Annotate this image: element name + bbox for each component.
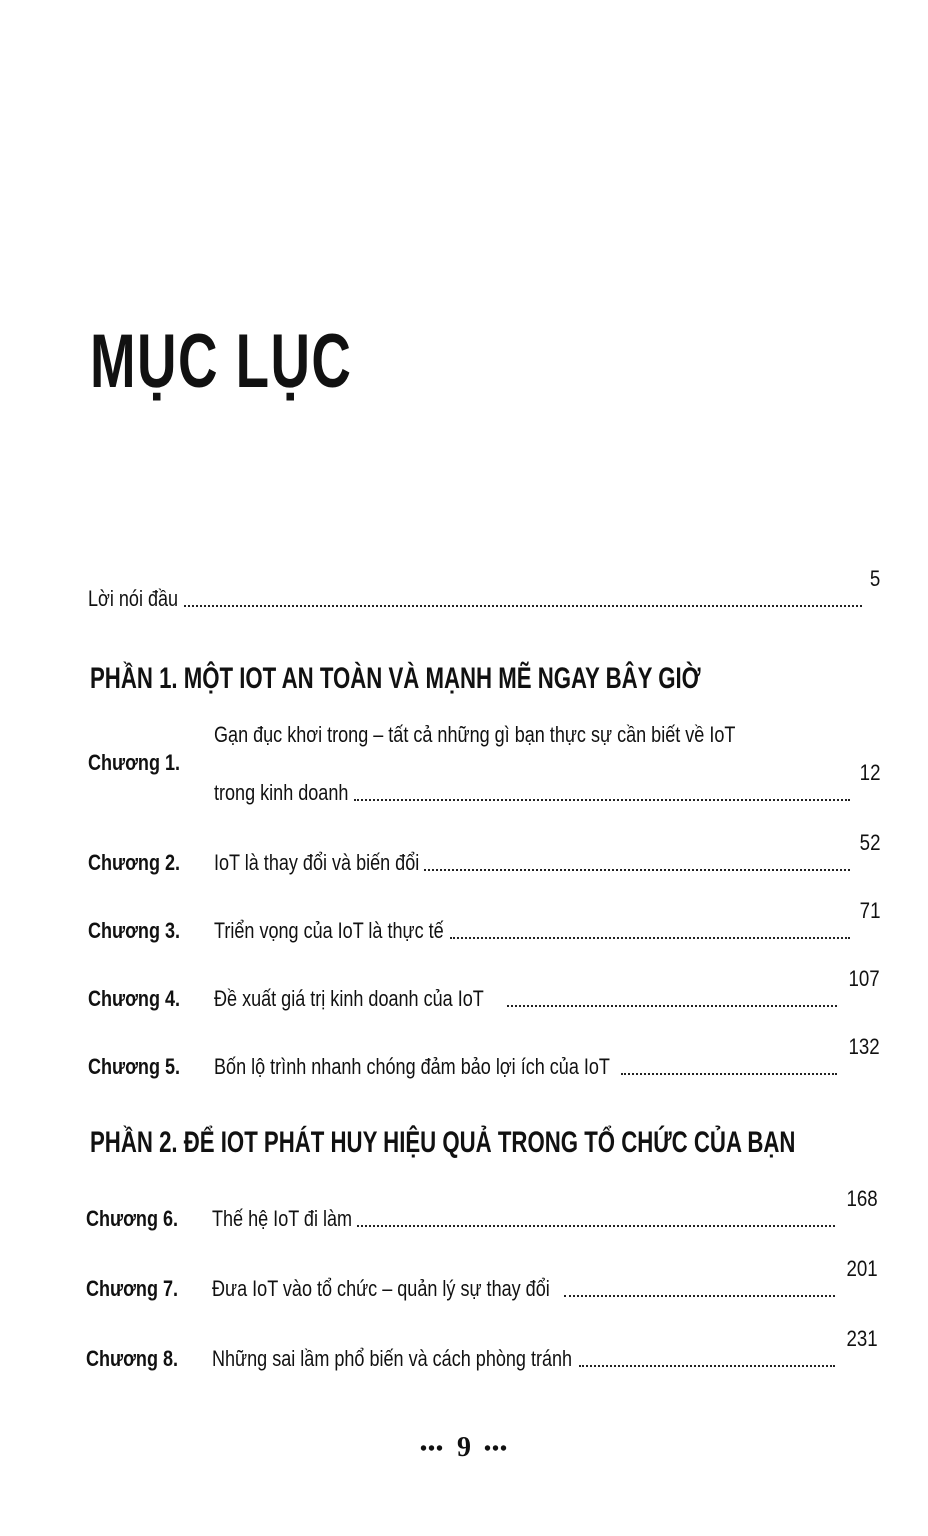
footer-ornament-left: •••: [419, 1438, 444, 1461]
dot-leader: [450, 937, 849, 939]
footer-page-number: 9: [457, 1432, 471, 1463]
toc-page-number: 168: [846, 1186, 878, 1211]
toc-entry-text: Bốn lộ trình nhanh chóng đảm bảo lợi ích của IoT: [214, 1054, 610, 1079]
dot-leader: [354, 799, 850, 801]
toc-entry-text-line2: trong kinh doanh: [214, 780, 349, 805]
toc-page-number: 132: [848, 1034, 880, 1059]
toc-page-number: 201: [846, 1256, 878, 1281]
toc-entry-chapter-4[interactable]: [88, 966, 880, 1012]
toc-entry-preface[interactable]: [88, 566, 880, 612]
chapter-label: Chương 5.: [88, 1054, 181, 1079]
toc-entry-text: Triển vọng của IoT là thực tế: [214, 918, 444, 943]
part-1-heading: PHẦN 1. MỘT IOT AN TOÀN VÀ MẠNH MẼ NGAY BÂY GIỜ: [90, 662, 701, 695]
dot-leader: [424, 869, 849, 871]
dot-leader: [507, 1005, 837, 1007]
footer-ornament-right: •••: [484, 1438, 509, 1461]
toc-page-number: 52: [859, 830, 880, 855]
dot-leader: [184, 605, 862, 607]
toc-entry-chapter-5[interactable]: [88, 1034, 880, 1080]
page-footer: [0, 1432, 928, 1464]
chapter-label: Chương 6.: [86, 1206, 179, 1231]
dot-leader: [357, 1225, 835, 1227]
toc-page-number: 5: [869, 566, 880, 591]
chapter-label: Chương 2.: [88, 850, 181, 875]
toc-entry-text: Đề xuất giá trị kinh doanh của IoT: [214, 986, 484, 1011]
toc-entry-text: Lời nói đầu: [88, 586, 179, 611]
toc-entry-chapter-1[interactable]: [88, 750, 880, 806]
toc-page-number: 107: [848, 966, 880, 991]
dot-leader: [579, 1365, 835, 1367]
toc-entry-text: Những sai lầm phổ biến và cách phòng tránh: [212, 1346, 573, 1371]
toc-entry-text: Thế hệ IoT đi làm: [212, 1206, 353, 1231]
chapter-label: Chương 7.: [86, 1276, 179, 1301]
toc-entry-chapter-2[interactable]: [88, 830, 880, 876]
chapter-label: Chương 3.: [88, 918, 181, 943]
toc-page-number: 231: [846, 1326, 878, 1351]
toc-entry-text: Đưa IoT vào tổ chức – quản lý sự thay đổi: [212, 1276, 550, 1301]
toc-entry-chapter-7[interactable]: [86, 1256, 878, 1302]
dot-leader: [564, 1295, 835, 1297]
toc-entry-text: IoT là thay đổi và biến đổi: [214, 850, 420, 875]
toc-page-number: 71: [859, 898, 880, 923]
toc-entry-chapter-6[interactable]: [86, 1186, 878, 1232]
toc-entry-chapter-3[interactable]: [88, 898, 880, 944]
chapter-label: Chương 1.: [88, 750, 181, 775]
chapter-label: Chương 8.: [86, 1346, 179, 1371]
toc-entry-text-line1: Gạn đục khơi trong – tất cả những gì bạn thực sự cần biết về IoT: [214, 722, 736, 747]
part-2-heading: PHẦN 2. ĐỂ IOT PHÁT HUY HIỆU QUẢ TRONG TỔ CHỨC CỦA BẠN: [90, 1126, 796, 1159]
chapter-label: Chương 4.: [88, 986, 181, 1011]
toc-entry-chapter-8[interactable]: [86, 1326, 878, 1372]
page-title: MỤC LỤC: [90, 319, 353, 404]
toc-page-number: 12: [859, 760, 880, 785]
dot-leader: [621, 1073, 837, 1075]
